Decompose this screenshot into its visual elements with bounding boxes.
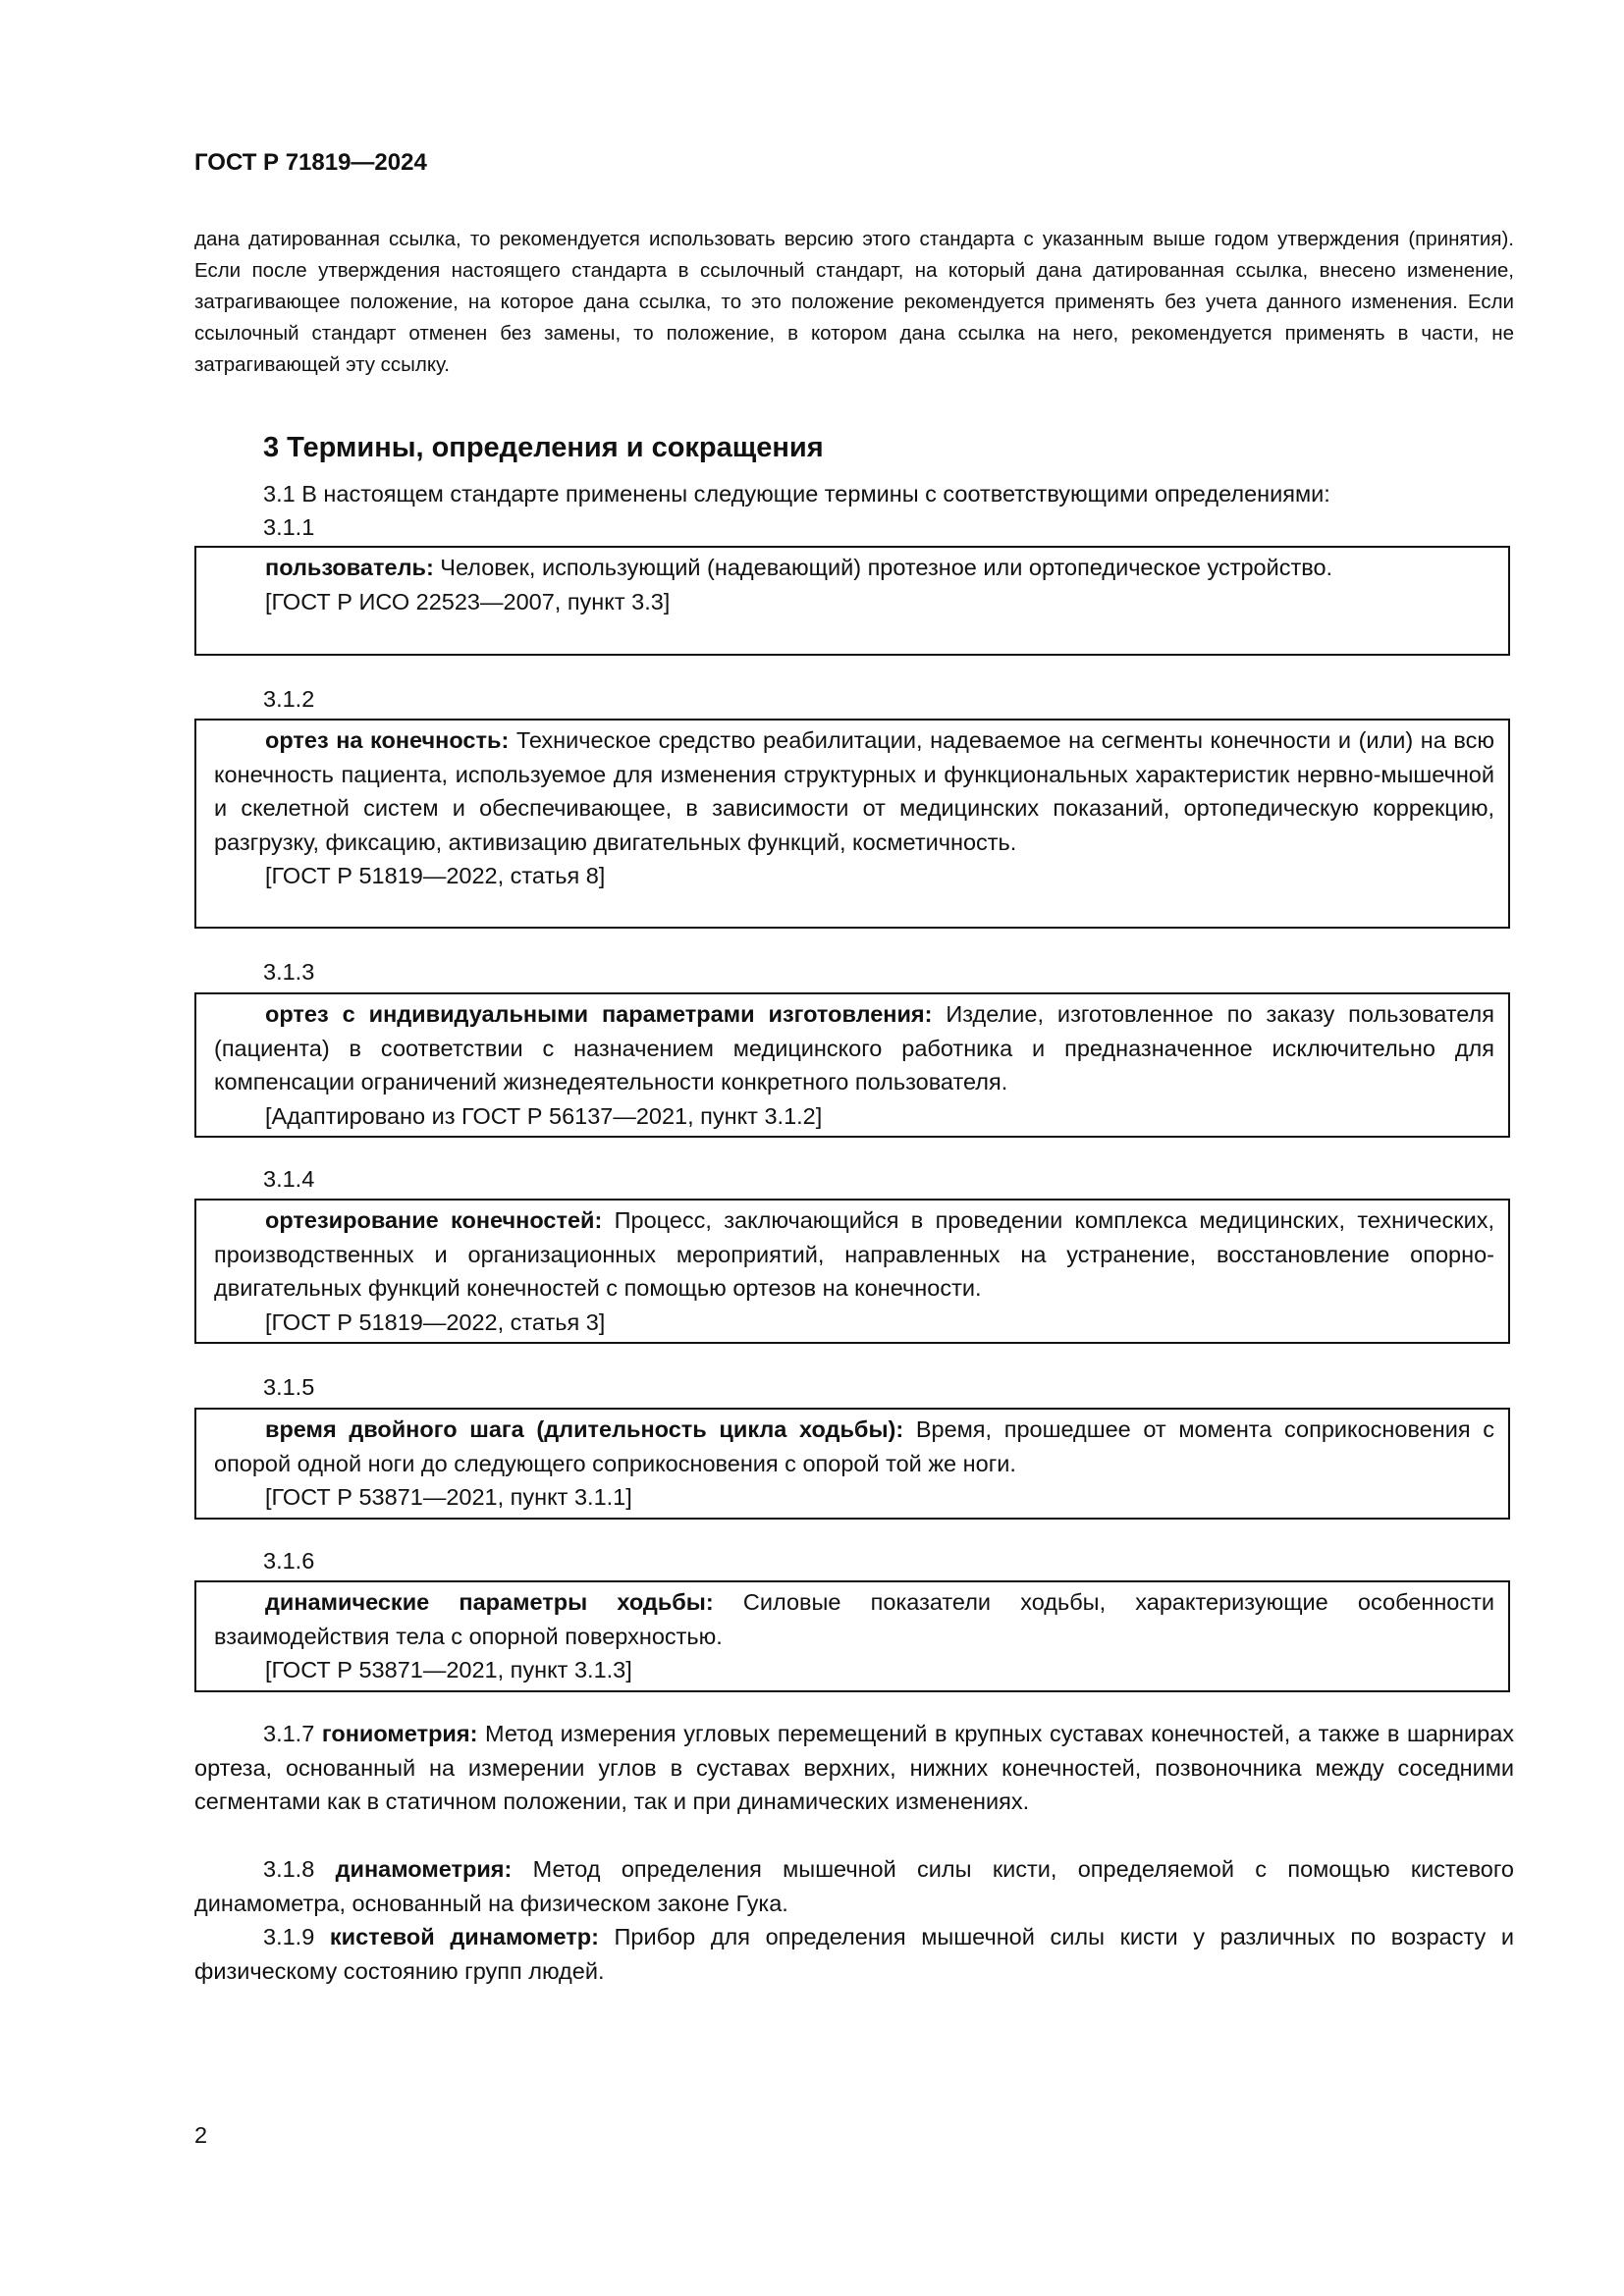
term-text: Изделие, изготовленное по заказу пользователя (пациента) в соответствии с назначением медицинского работника и предназначенное исключительно для компенсации ограничений жизнедеятельности конкретного пользователя. (214, 1001, 1494, 1095)
term-source: [ГОСТ Р ИСО 22523—2007, пункт 3.3] (265, 588, 671, 614)
term-number: 3.1.5 (263, 1374, 315, 1400)
term-paragraph (194, 1717, 1514, 1819)
document-header: ГОСТ Р 71819—2024 (194, 149, 427, 176)
term-text: Метод измерения угловых перемещений в крупных суставах конечностей, а также в шарнирах ортеза, основанный на измерении углов в суставах верхних, нижних конечностей, позвоночника между соседними сегментами как в статичном положении, так и при динамических изменениях. (194, 1721, 1515, 1814)
term-text: Метод определения мышечной силы кисти, определяемой с помощью кистевого динамометра, основанный на физическом законе Гука. (194, 1856, 1515, 1916)
term-paragraph (194, 1920, 1514, 1988)
term-box (194, 1408, 1510, 1520)
section-title: 3 Термины, определения и сокращения (263, 432, 824, 463)
term-source: [ГОСТ Р 53871—2021, пункт 3.1.1] (265, 1484, 632, 1510)
section-intro: 3.1 В настоящем стандарте применены следующие термины с соответствующими определениями: (263, 481, 1330, 507)
term-source: [ГОСТ Р 53871—2021, пункт 3.1.3] (265, 1657, 632, 1682)
term-paragraph (194, 1852, 1514, 1920)
term-number: 3.1.8 (263, 1856, 336, 1882)
term-definition (214, 1585, 1494, 1653)
intro-paragraph: дана датированная ссылка, то рекомендуется использовать версию этого стандарта с указанным выше годом утверждения (принятия). Если после утверждения настоящего стандарта в ссылочный стандарт, на который дана датированная ссылка, внесено изменение, затрагивающее положение, на которое дана ссылка, то это положение рекомендуется применять без учета данного изменения. Если ссылочный стандарт отменен без замены, то положение, в котором дана ссылка на него, рекомендуется применять в части, не затрагивающей эту ссылку. (194, 228, 1514, 376)
term-number: 3.1.1 (263, 514, 315, 540)
term-box (194, 992, 1510, 1138)
term-name: время двойного шага (длительность цикла ходьбы): (265, 1416, 904, 1442)
term-number: 3.1.9 (263, 1924, 330, 1949)
term-definition (214, 1203, 1494, 1306)
term-text: Процесс, заключающийся в проведении комплекса медицинских, технических, производственных и организационных мероприятий, направленных на устранение, восстановление опорно-двигательных функций конечностей с помощью ортезов на конечности. (214, 1207, 1494, 1301)
term-text: Техническое средство реабилитации, надеваемое на сегменты конечности и (или) на всю конечность пациента, используемое для изменения структурных и функциональных характеристик нервно-мышечной и скелетной систем и обеспечивающее, в зависимости от медицинских показаний, ортопедическую коррекцию, разгрузку, фиксацию, активизацию двигательных функций, косметичность. (214, 727, 1495, 855)
term-box (194, 1580, 1510, 1692)
term-number: 3.1.7 (263, 1721, 322, 1746)
term-definition (214, 997, 1494, 1099)
term-number: 3.1.2 (263, 686, 315, 712)
term-number: 3.1.4 (263, 1166, 315, 1192)
term-name: ортезирование конечностей: (265, 1207, 603, 1233)
term-name: ортез на конечность: (265, 727, 510, 753)
term-source: [Адаптировано из ГОСТ Р 56137—2021, пункт 3.1.2] (265, 1102, 823, 1129)
term-box (194, 1199, 1510, 1344)
term-text: Человек, использующий (надевающий) протезное или ортопедическое устройство. (433, 555, 1333, 580)
term-source: [ГОСТ Р 51819—2022, статья 3] (265, 1308, 606, 1335)
term-text: Силовые показатели ходьбы, характеризующие особенности взаимодействия тела с опорной поверхностью. (214, 1589, 1495, 1649)
term-name: гониометрия: (321, 1721, 478, 1746)
term-number: 3.1.3 (263, 959, 315, 985)
term-box (194, 546, 1510, 656)
term-text: Прибор для определения мышечной силы кисти у различных по возрасту и физическому состоянию групп людей. (194, 1924, 1515, 1984)
term-source: [ГОСТ Р 51819—2022, статья 8] (265, 863, 606, 888)
term-definition (214, 1413, 1494, 1480)
term-definition (214, 551, 1494, 585)
term-name: динамические параметры ходьбы: (265, 1589, 714, 1615)
term-box (194, 719, 1510, 929)
term-definition (214, 723, 1494, 859)
term-name: динамометрия: (335, 1856, 513, 1882)
term-number: 3.1.6 (263, 1548, 315, 1574)
term-name: ортез с индивидуальными параметрами изготовления: (265, 1001, 933, 1027)
term-name: кистевой динамометр: (329, 1924, 599, 1949)
term-name: пользователь: (265, 555, 434, 580)
page-number: 2 (194, 2122, 208, 2148)
term-text: Время, прошедшее от момента соприкосновения с опорой одной ноги до следующего соприкосновения с опорой той же ноги. (214, 1416, 1494, 1476)
